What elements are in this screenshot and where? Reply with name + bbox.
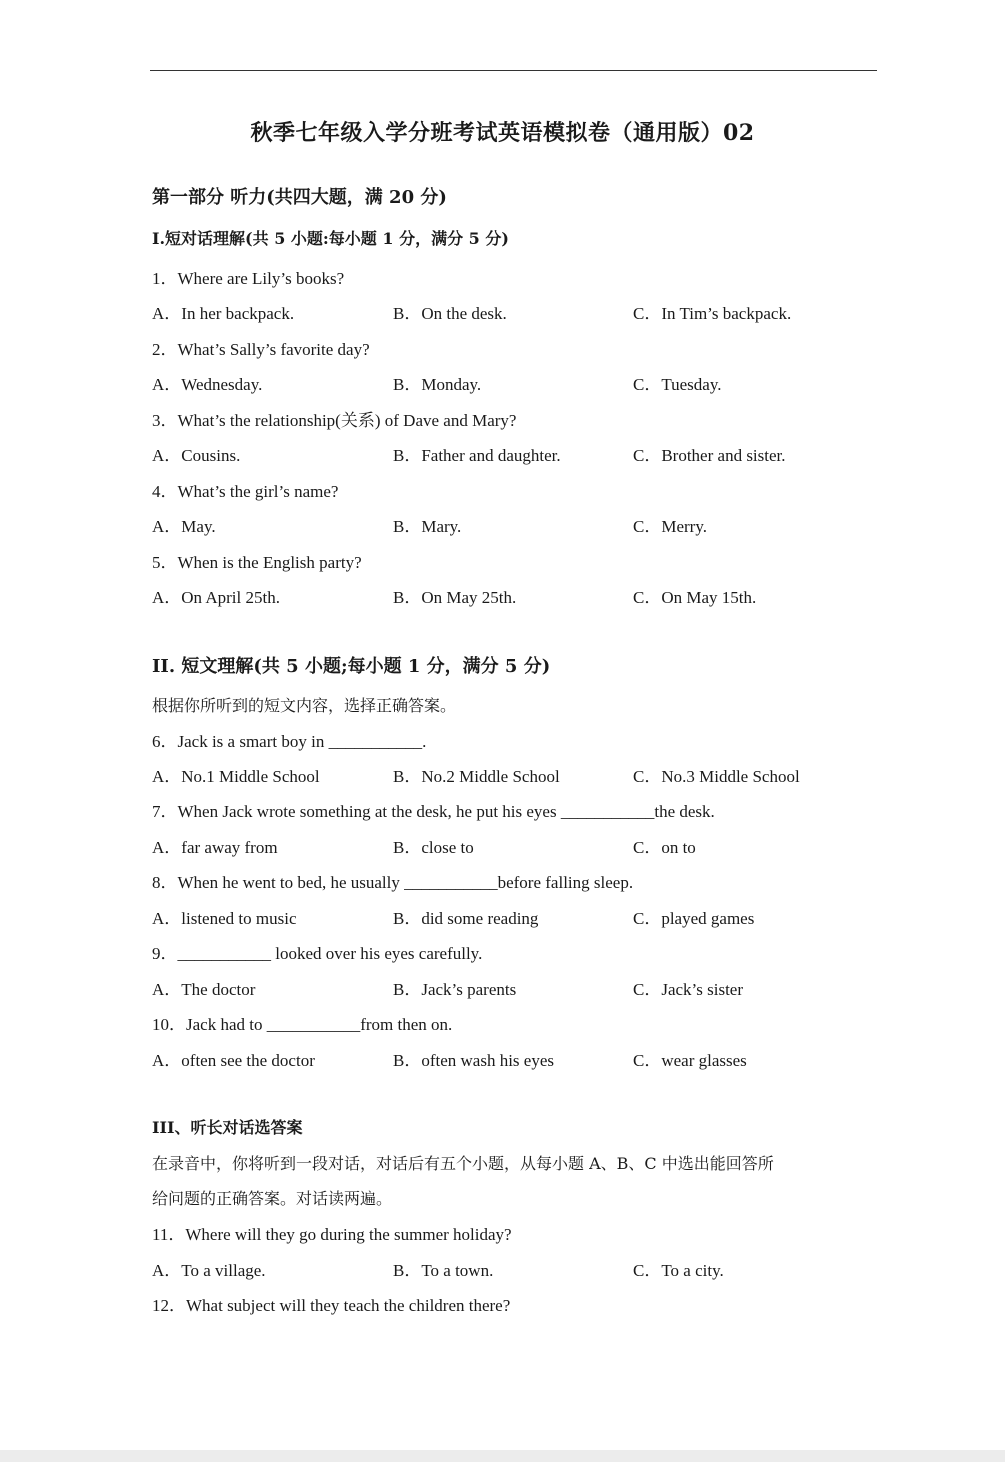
section1-heading: Ⅰ.短对话理解(共 5 小题:每小题 1 分，满分 5 分): [152, 229, 509, 248]
exam-title: 秋季七年级入学分班考试英语模拟卷（通用版）02: [250, 120, 755, 146]
q11-option-b: B．To a town.: [393, 1261, 494, 1280]
top-rule: [150, 70, 877, 71]
q1-option-a: A．In her backpack.: [152, 304, 295, 323]
question-8: 8．When he went to bed, he usually ___________before falling sleep.: [152, 873, 634, 892]
q7-option-b: B．close to: [393, 838, 474, 857]
q8-option-a: A．listened to music: [152, 909, 297, 928]
q10-option-a: A．often see the doctor: [152, 1051, 315, 1070]
question-12: 12．What subject will they teach the children there?: [152, 1296, 511, 1315]
q7-option-a: A．far away from: [152, 838, 278, 857]
q2-option-b: B．Monday.: [393, 375, 482, 394]
question-2: 2．What’s Sally’s favorite day?: [152, 340, 370, 359]
q9-option-a: A．The doctor: [152, 980, 256, 999]
part1-heading: 第一部分 听力(共四大题，满 20 分): [152, 187, 447, 208]
q3-option-a: A．Cousins.: [152, 446, 241, 465]
question-10: 10．Jack had to ___________from then on.: [152, 1015, 453, 1034]
question-1: 1．Where are Lily’s books?: [152, 269, 345, 288]
question-4: 4．What’s the girl’s name?: [152, 482, 339, 501]
q8-option-b: B．did some reading: [393, 909, 539, 928]
q11-option-a: A．To a village.: [152, 1261, 266, 1280]
q9-option-b: B．Jack’s parents: [393, 980, 517, 999]
q5-option-b: B．On May 25th.: [393, 588, 517, 607]
q10-option-c: C．wear glasses: [633, 1051, 747, 1070]
q7-option-c: C．on to: [633, 838, 696, 857]
q2-option-a: A．Wednesday.: [152, 375, 263, 394]
question-7: 7．When Jack wrote something at the desk, he put his eyes ___________the desk.: [152, 802, 715, 821]
question-3: 3．What’s the relationship(关系) of Dave and Mary?: [152, 411, 517, 430]
question-6: 6．Jack is a smart boy in ___________.: [152, 732, 427, 751]
q11-option-c: C．To a city.: [633, 1261, 724, 1280]
question-9: 9．___________ looked over his eyes carefully.: [152, 944, 483, 963]
q4-option-b: B．Mary.: [393, 517, 462, 536]
section2-heading: II. 短文理解(共 5 小题;每小题 1 分，满分 5 分): [152, 656, 551, 677]
section3-instruction-line2: 给问题的正确答案。对话读两遍。: [152, 1189, 393, 1208]
q10-option-b: B．often wash his eyes: [393, 1051, 555, 1070]
q6-option-a: A．No.1 Middle School: [152, 767, 320, 786]
q2-option-c: C．Tuesday.: [633, 375, 722, 394]
q4-option-c: C．Merry.: [633, 517, 707, 536]
q9-option-c: C．Jack’s sister: [633, 980, 744, 999]
q3-option-c: C．Brother and sister.: [633, 446, 786, 465]
q1-option-b: B．On the desk.: [393, 304, 507, 323]
q5-option-c: C．On May 15th.: [633, 588, 757, 607]
q6-option-c: C．No.3 Middle School: [633, 767, 800, 786]
section3-instruction-line1: 在录音中，你将听到一段对话，对话后有五个小题，从每小题 A、B、C 中选出能回答所: [152, 1154, 774, 1173]
page-bottom-edge: [0, 1450, 1005, 1462]
q8-option-c: C．played games: [633, 909, 755, 928]
question-5: 5．When is the English party?: [152, 553, 362, 572]
q6-option-b: B．No.2 Middle School: [393, 767, 560, 786]
q1-option-c: C．In Tim’s backpack.: [633, 304, 792, 323]
section2-instruction: 根据你所听到的短文内容，选择正确答案。: [152, 696, 457, 715]
q5-option-a: A．On April 25th.: [152, 588, 280, 607]
section3-heading: III、听长对话选答案: [152, 1118, 303, 1137]
q4-option-a: A．May.: [152, 517, 216, 536]
q3-option-b: B．Father and daughter.: [393, 446, 561, 465]
question-11: 11．Where will they go during the summer holiday?: [152, 1225, 512, 1244]
